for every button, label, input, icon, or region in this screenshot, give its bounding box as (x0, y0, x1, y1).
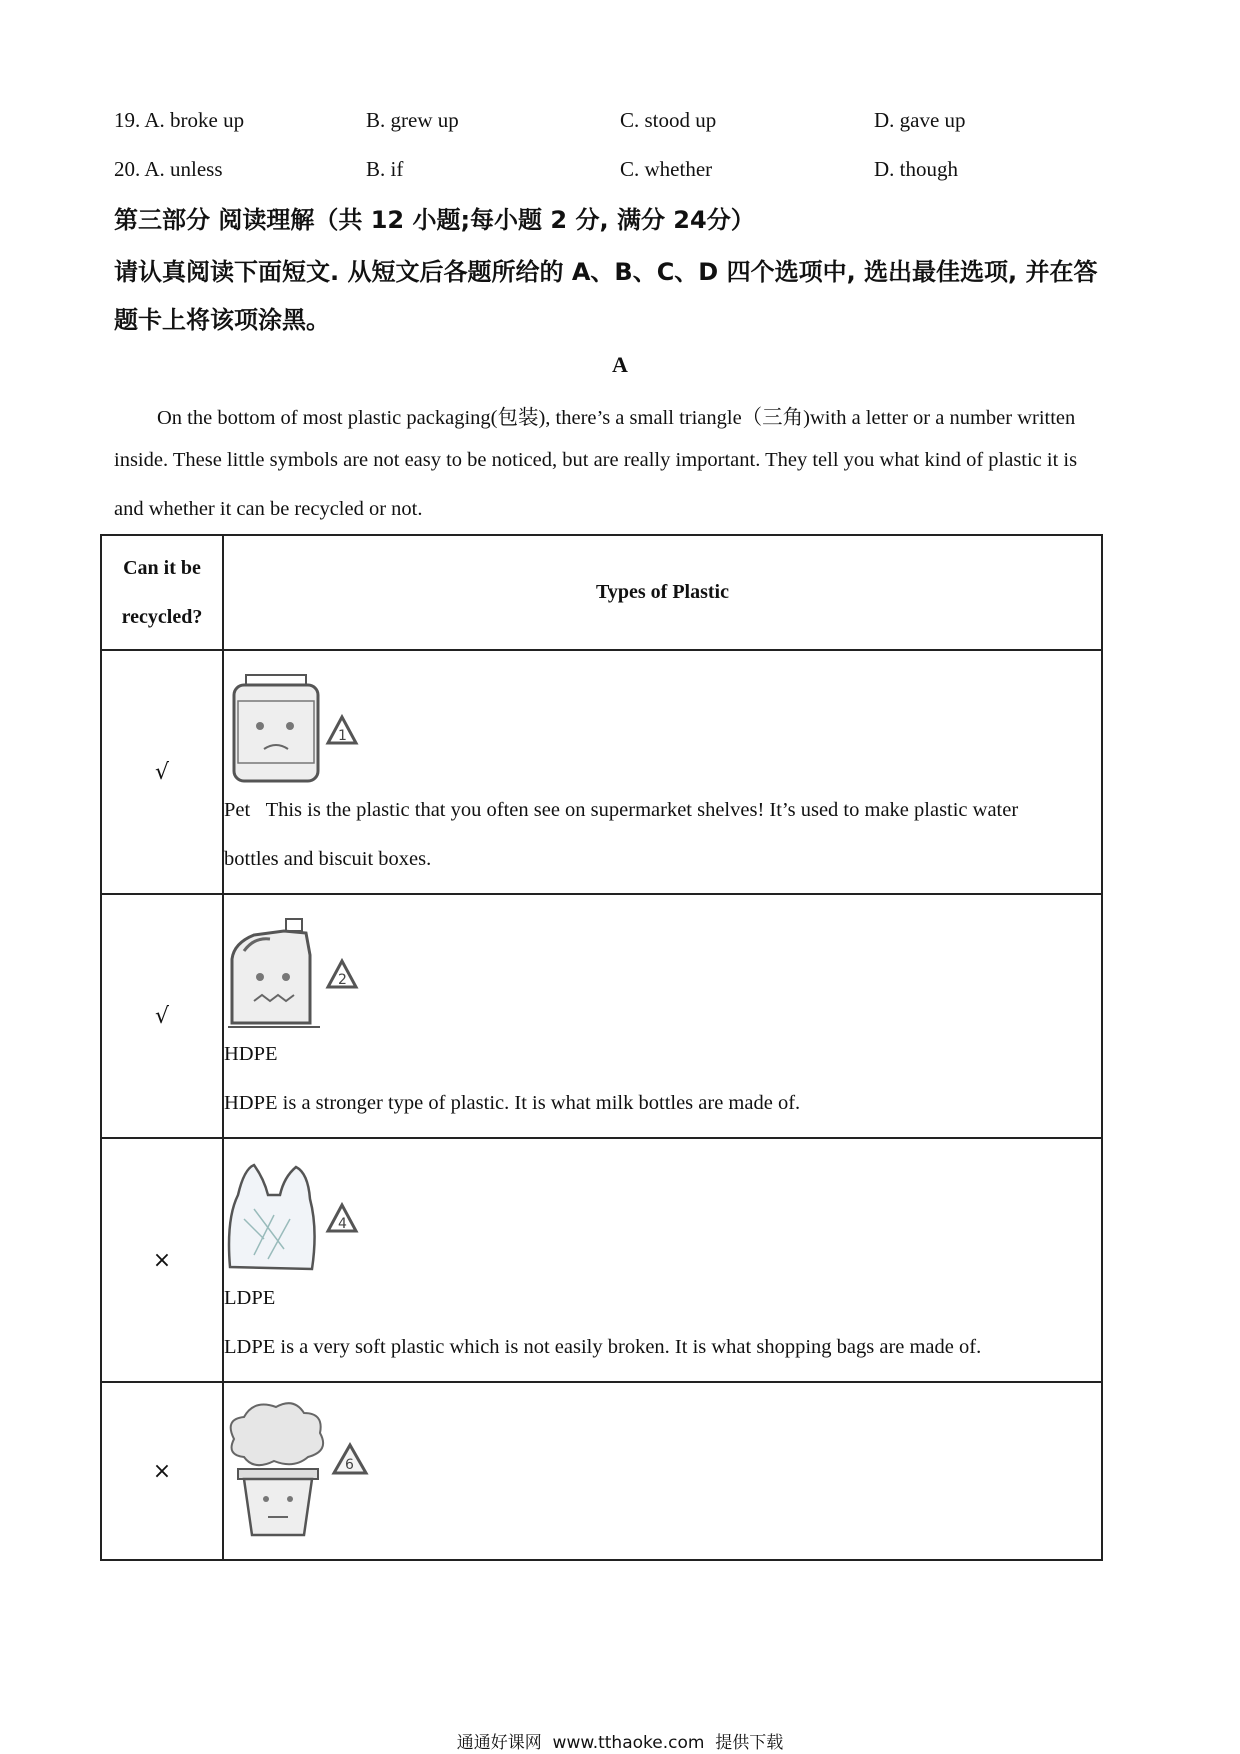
svg-text:4: 4 (338, 1215, 347, 1232)
header-recyclable (101, 535, 223, 650)
plastic-description-cont: bottles and biscuit boxes. (224, 847, 432, 870)
instruction-line-2: 题卡上将该项涂黑。 (114, 306, 330, 334)
table-row (101, 650, 1102, 894)
plastic-description: This is the plastic that you often see on supermarket shelves! It’s used to make plastic water (265, 798, 1019, 821)
table-row (101, 894, 1102, 1138)
svg-text:1: 1 (338, 727, 347, 744)
plastic-description: HDPE is a stronger type of plastic. It is what milk bottles are made of. (224, 1091, 801, 1114)
option-d: D. gave up (874, 108, 966, 132)
plastic-cell (223, 1382, 1102, 1560)
plastic-name: Pet (224, 798, 251, 821)
recyclable-mark: × (101, 1382, 223, 1560)
section-title: 第三部分 阅读理解（共 12 小题;每小题 2 分, 满分 24分） (114, 206, 755, 234)
table-header-row (101, 535, 1102, 650)
svg-text:2: 2 (338, 971, 347, 988)
option-a: 19. A. broke up (114, 108, 245, 132)
plastic-name: LDPE (224, 1286, 276, 1309)
passage-heading: A (612, 352, 628, 377)
header-types: Types of Plastic (223, 535, 1102, 650)
plastic-name: HDPE (224, 1042, 278, 1065)
option-c: C. stood up (620, 108, 717, 132)
svg-text:6: 6 (345, 1456, 354, 1473)
jar-with-triangle-1-icon (224, 671, 364, 786)
jug-with-triangle-2-icon (224, 915, 364, 1030)
plastic-cell (223, 894, 1102, 1138)
page-footer: 通通好课网 www.tthaoke.com 提供下载 (456, 1733, 784, 1753)
header-recyclable-line-2: recycled? (121, 605, 203, 628)
recyclable-mark: √ (101, 894, 223, 1138)
plastic-cell (223, 1138, 1102, 1382)
passage-line-1: On the bottom of most plastic packaging(包装), there’s a small triangle（三角)with a letter or a number written (157, 407, 1076, 429)
instruction-line-1: 请认真阅读下面短文. 从短文后各题所给的 A、B、C、D 四个选项中, 选出最佳选项, 并在答 (114, 258, 1098, 286)
foam-cup-with-triangle-6-icon (224, 1399, 374, 1544)
header-recyclable-line-1: Can it be (123, 556, 201, 579)
table-row (101, 1382, 1102, 1560)
passage-line-2: inside. These little symbols are not easy to be noticed, but are really important. They tell you what kind of plastic it is (114, 449, 1078, 471)
option-a: 20. A. unless (114, 157, 223, 181)
option-b: B. grew up (366, 108, 459, 132)
plastic-cell (223, 650, 1102, 894)
passage-line-3: and whether it can be recycled or not. (114, 498, 423, 520)
recyclable-mark: × (101, 1138, 223, 1382)
plastic-description: LDPE is a very soft plastic which is not easily broken. It is what shopping bags are made of. (224, 1335, 982, 1358)
option-c: C. whether (620, 157, 713, 181)
option-b: B. if (366, 157, 404, 181)
recyclable-mark: √ (101, 650, 223, 894)
bag-with-triangle-4-icon (224, 1159, 364, 1274)
option-d: D. though (874, 157, 958, 181)
plastic-types-table (100, 534, 1103, 1561)
table-row (101, 1138, 1102, 1382)
